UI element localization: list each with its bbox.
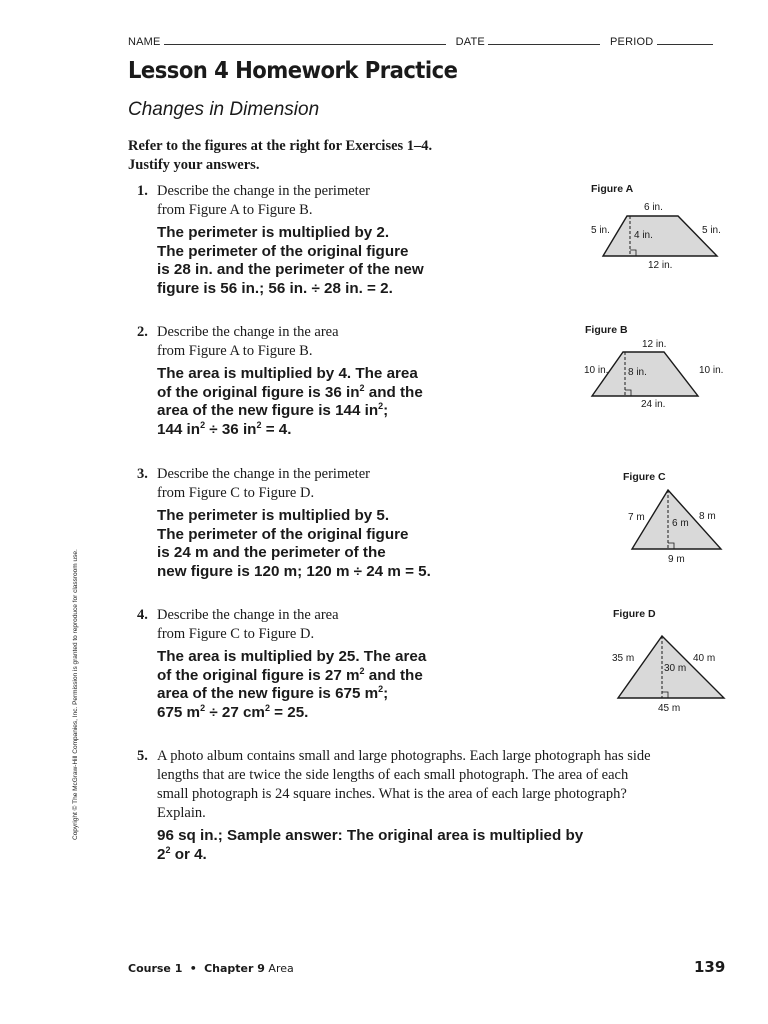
answer-line: area of the new figure is 144 $in^2$; [157,401,389,419]
exercise-answer [157,827,737,864]
exercise-2 [137,323,423,439]
question-line: A photo album contains small and large photographs. Each large photograph has side [157,748,651,764]
answer-line: 96 sq in.; Sample answer: The original area is multiplied by [157,827,584,844]
footer-course: Course 1 [128,962,183,975]
exercise-answer [157,507,431,581]
question-line: from Figure A to Figure B. [157,202,313,218]
question-line: from Figure A to Figure B. [157,343,313,359]
answer-line: 144 $in^2 \div 36$ $in^2 = 4$. [157,419,292,438]
answer-line: 675 $m^2 \div 27$ $cm^2 = 25$. [157,702,309,721]
exercise-number: 5. [137,748,148,764]
name-blank [164,34,446,45]
answer-line: is 24 m and the perimeter of the [157,544,386,561]
exercise-1 [137,182,424,298]
instruction-line: Justify your answers. [128,157,260,173]
figure-a-bottom-label: 12 in. [648,260,673,271]
figure-d-triangle [600,620,750,720]
footer: Course 1 • Chapter 9 Area [128,962,294,975]
exercise-4 [137,606,427,722]
answer-line: $2^2$ or 4. [157,844,207,863]
exercise-number: 3. [137,466,148,482]
period-blank [657,34,713,45]
answer-line: The area is multiplied by 25. The area [157,648,427,665]
exercise-number: 2. [137,324,148,340]
question-line: Explain. [157,805,206,821]
answer-line: The perimeter of the original figure [157,525,409,543]
figure-c-triangle [610,484,750,570]
exercise-question [137,747,737,823]
page-number: 139 [694,958,726,976]
figure-d-left-label: 35 m [612,653,635,664]
page-subtitle: Changes in Dimension [128,99,320,120]
question-line: Describe the change in the perimeter [157,183,370,199]
figure-a-left-label: 5 in. [591,225,610,236]
name-label: NAME [128,36,161,48]
exercise-answer [157,365,423,439]
figure-b-label: Figure B [585,324,628,336]
answer-line: new figure is 120 m; 120 m ÷ 24 m = 5. [157,562,431,580]
figure-d-height-label: 30 m [664,663,687,674]
answer-line: The perimeter is multiplied by 5. [157,507,390,524]
figure-d-bottom-label: 45 m [658,703,681,714]
question-line: from Figure C to Figure D. [157,626,315,642]
figure-d-label: Figure D [613,608,656,620]
exercise-number: 1. [137,183,148,199]
exercise-answer [157,224,424,298]
instructions [128,137,432,175]
question-line: Describe the change in the perimeter [157,466,370,482]
trapezoid-shape [603,216,717,256]
answer-line: The perimeter of the original figure [157,242,409,260]
figure-b-right-label: 10 in. [699,365,724,376]
figure-b-left-label: 10 in. [584,365,609,376]
figure-a-height-label: 4 in. [634,230,653,241]
figure-b-bottom-label: 24 in. [641,399,666,410]
figure-a-trapezoid [580,198,740,278]
figure-a-label: Figure A [591,183,634,195]
figure-b-height-label: 8 in. [628,367,647,378]
question-line: small photograph is 24 square inches. What is the area of each large photograph? [157,786,627,802]
figure-c-bottom-label: 9 m [668,554,685,565]
exercise-number: 4. [137,607,148,623]
footer-topic: Area [268,962,294,975]
answer-line: figure is 56 in.; 56 in. ÷ 28 in. = 2. [157,279,393,297]
exercise-question [137,465,431,503]
figure-d-right-label: 40 m [693,653,716,664]
date-blank [488,34,600,45]
question-line: lengths that are twice the side lengths of each small photograph. The area of each [157,767,629,783]
header-fields [128,34,713,48]
instruction-line: Refer to the figures at the right for Exercises 1–4. [128,138,433,154]
answer-line: of the original figure is 27 $m^2$ and the [157,665,423,684]
figure-c-left-label: 7 m [628,512,645,523]
question-line: Describe the change in the area [157,324,339,340]
exercise-question [137,182,424,220]
figure-c-label: Figure C [623,471,666,483]
exercise-3 [137,465,431,581]
answer-line: The perimeter is multiplied by 2. [157,224,390,241]
exercise-5 [137,747,737,864]
exercise-question [137,606,426,644]
figure-a-right-label: 5 in. [702,225,721,236]
figure-b-top-label: 12 in. [642,339,667,350]
period-label: PERIOD [610,36,654,48]
exercise-question [137,323,423,361]
question-line: Describe the change in the area [157,607,339,623]
page-title: Lesson 4 Homework Practice [128,58,458,84]
answer-line: The area is multiplied by 4. The area [157,365,418,382]
footer-chapter: Chapter 9 [204,962,265,975]
figure-a-top-label: 6 in. [644,202,663,213]
copyright-notice: Copyright © The McGraw-Hill Companies, Inc. Permission is granted to reproduce for classroom use. [72,549,79,840]
question-line: from Figure C to Figure D. [157,485,315,501]
date-label: DATE [455,36,485,48]
answer-line: is 28 in. and the perimeter of the new [157,261,424,278]
figure-c-right-label: 8 m [699,511,716,522]
figure-b-trapezoid [580,336,740,416]
answer-line: area of the new figure is 675 $m^2$; [157,684,389,702]
figure-c-height-label: 6 m [672,518,689,529]
exercise-answer [157,648,426,722]
answer-line: of the original figure is 36 $in^2$ and the [157,382,423,401]
